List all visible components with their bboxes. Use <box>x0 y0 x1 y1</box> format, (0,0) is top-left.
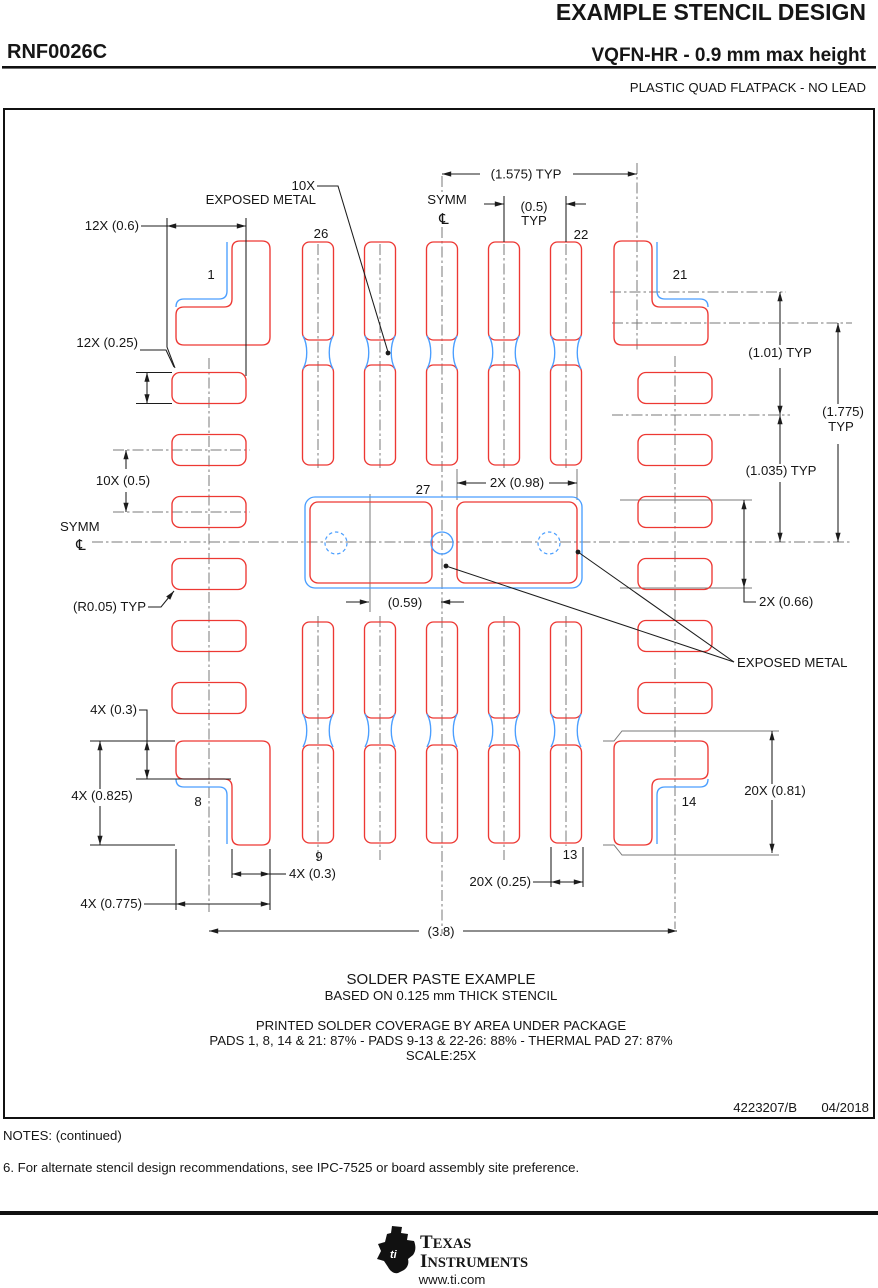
pad14-exposed-metal <box>657 779 708 844</box>
page-title: EXAMPLE STENCIL DESIGN <box>555 0 866 25</box>
page-header <box>2 0 876 95</box>
svg-text:4X (0.825): 4X (0.825) <box>71 788 133 803</box>
pad8-opening <box>176 741 270 845</box>
via-left <box>325 532 347 554</box>
brand-texas: TEXAS <box>420 1232 472 1253</box>
brand-instruments: INSTRUMENTS <box>420 1251 529 1272</box>
package-subtitle: VQFN-HR - 0.9 mm max height <box>591 45 866 66</box>
svg-text:TYP: TYP <box>521 213 547 228</box>
dim-2x-066 <box>744 500 813 609</box>
svg-text:(1.01) TYP: (1.01) TYP <box>748 345 812 360</box>
svg-text:12X (0.6): 12X (0.6) <box>84 218 139 233</box>
annotations <box>60 178 847 864</box>
dim-12x-025 <box>76 335 174 404</box>
pad-label-26: 26 <box>313 226 329 241</box>
dim-10x-05 <box>96 450 150 512</box>
dim-12x-06 <box>85 218 246 376</box>
pad-label-8: 8 <box>194 794 202 809</box>
svg-text:(0.59): (0.59) <box>387 595 423 610</box>
pad-label-22: 22 <box>573 227 589 242</box>
via-right <box>538 532 560 554</box>
svg-text:4X (0.3): 4X (0.3) <box>90 702 137 717</box>
pad-label-14: 14 <box>681 794 697 809</box>
footer-rule <box>0 1211 878 1215</box>
dim-05-typ <box>484 196 586 242</box>
symm-label-top <box>427 192 467 228</box>
svg-text:10X (0.5): 10X (0.5) <box>95 473 151 488</box>
caption-scale: SCALE:25X <box>405 1048 477 1063</box>
symm-label-left <box>60 519 100 554</box>
svg-text:SYMM: SYMM <box>427 192 467 207</box>
pad-label-9: 9 <box>315 849 323 864</box>
svg-text:SYMM: SYMM <box>60 519 100 534</box>
dim-4x-0825 <box>71 741 175 845</box>
notes <box>3 1128 579 1175</box>
pad14-opening <box>614 741 708 845</box>
ti-logo-mark: ti <box>390 1249 397 1261</box>
exposed-metal-callout-top <box>206 178 391 355</box>
part-number: RNF0026C <box>7 41 108 63</box>
notes-heading: NOTES: (continued) <box>3 1128 122 1143</box>
pad-label-13: 13 <box>562 847 578 862</box>
pad21-opening <box>614 241 708 345</box>
svg-text:20X (0.81): 20X (0.81) <box>744 783 806 798</box>
svg-text:(0.5): (0.5) <box>520 199 548 214</box>
centerline-symbol: ℄ <box>76 536 86 554</box>
doc-number: 4223207/B <box>733 1100 797 1115</box>
dim-r005-typ <box>73 591 174 614</box>
dim-2x-098 <box>457 475 577 490</box>
pad8-exposed-metal <box>176 779 227 844</box>
dimensions <box>71 167 864 940</box>
caption-title: SOLDER PASTE EXAMPLE <box>346 971 536 988</box>
pad-label-27: 27 <box>415 482 431 497</box>
svg-text:(1.575) TYP: (1.575) TYP <box>490 166 562 182</box>
pad-label-1: 1 <box>207 267 215 282</box>
dim-38 <box>209 924 677 939</box>
svg-text:(1.775): (1.775) <box>822 404 864 419</box>
pad1-exposed-metal <box>176 242 227 307</box>
page-footer <box>0 1211 878 1287</box>
svg-text:(1.035) TYP: (1.035) TYP <box>745 463 817 478</box>
dim-1575-typ <box>442 167 637 182</box>
centerlines <box>92 163 852 934</box>
coverage-heading: PRINTED SOLDER COVERAGE BY AREA UNDER PACKAGE <box>255 1018 627 1033</box>
centerline-symbol: ℄ <box>439 210 449 228</box>
dim-1035-typ <box>746 415 817 542</box>
coverage-values: PADS 1, 8, 14 & 21: 87% - PADS 9-13 & 22-26: 88% - THERMAL PAD 27: 87% <box>209 1033 673 1048</box>
note-6: 6. For alternate stencil design recommendations, see IPC-7525 or board assembly site preference. <box>3 1160 580 1175</box>
pad-label-21: 21 <box>672 267 688 282</box>
svg-text:(R0.05) TYP: (R0.05) TYP <box>72 599 146 614</box>
dim-059 <box>346 595 464 610</box>
ti-url: www.ti.com <box>418 1272 486 1287</box>
svg-text:EXPOSED METAL: EXPOSED METAL <box>737 655 848 670</box>
doc-date: 04/2018 <box>821 1100 869 1115</box>
caption <box>209 971 869 1115</box>
ti-logo <box>377 1226 528 1273</box>
bottom-pad-columns <box>303 622 582 843</box>
dim-101-typ <box>748 292 812 415</box>
svg-text:12X (0.25): 12X (0.25) <box>76 335 138 350</box>
dim-4x-0775 <box>80 849 270 911</box>
package-type: PLASTIC QUAD FLATPACK - NO LEAD <box>629 80 866 95</box>
dim-1775-typ <box>822 323 864 542</box>
caption-subtitle: BASED ON 0.125 mm THICK STENCIL <box>324 988 558 1003</box>
svg-text:2X (0.66): 2X (0.66) <box>759 594 814 609</box>
svg-text:TYP: TYP <box>828 419 854 434</box>
svg-text:4X (0.775): 4X (0.775) <box>80 896 142 911</box>
svg-text:2X (0.98): 2X (0.98) <box>489 475 545 490</box>
pad1-opening <box>176 241 270 345</box>
dim-20x-081 <box>744 731 806 853</box>
svg-text:10X: 10X <box>291 178 315 193</box>
svg-text:EXPOSED METAL: EXPOSED METAL <box>205 192 316 207</box>
svg-text:(3.8): (3.8) <box>427 924 455 939</box>
header-rule <box>2 66 876 69</box>
svg-text:20X (0.25): 20X (0.25) <box>469 874 531 889</box>
svg-text:4X (0.3): 4X (0.3) <box>289 866 336 881</box>
